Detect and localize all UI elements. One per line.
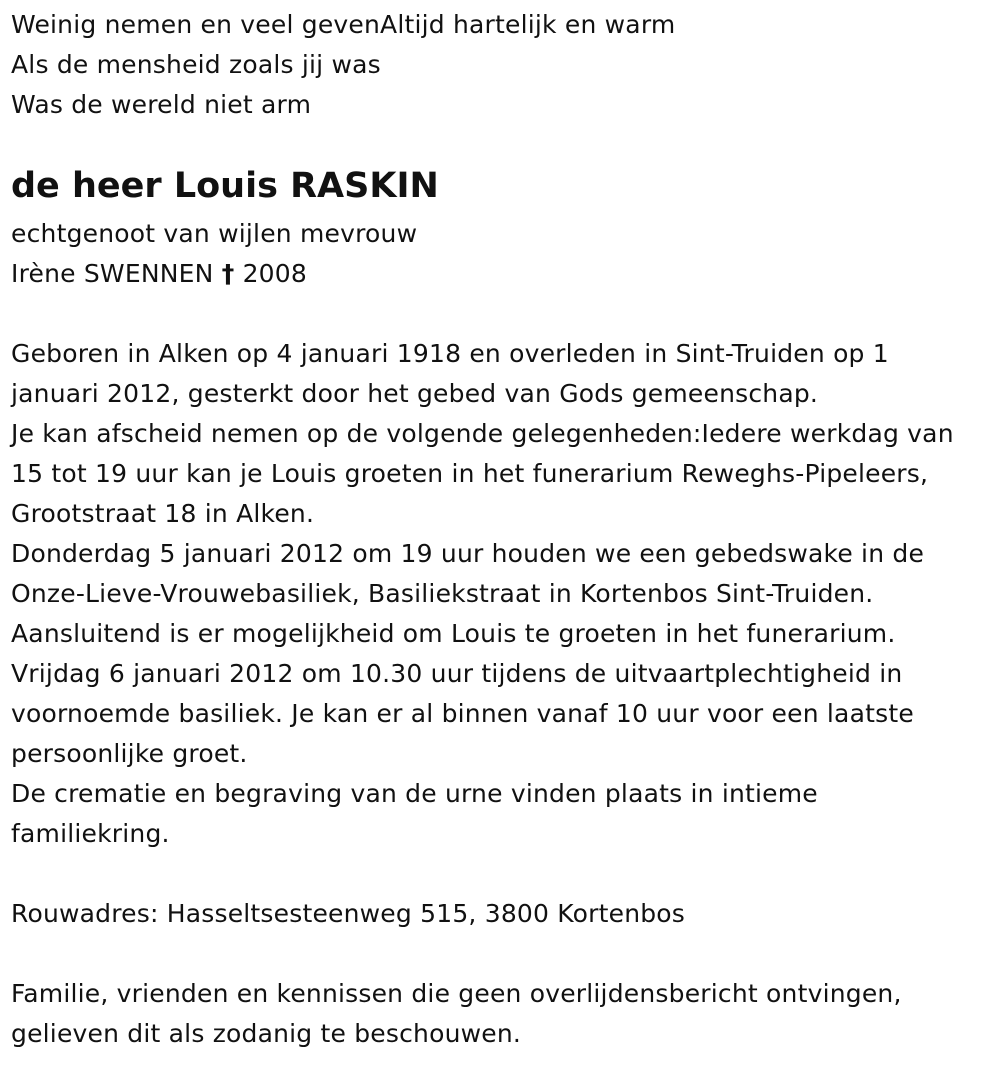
- poem-line: Was de wereld niet arm: [11, 90, 312, 119]
- body-line: Onze-Lieve-Vrouwebasiliek, Basiliekstraat in Kortenbos Sint-Truiden.: [11, 579, 874, 608]
- closing-line: gelieven dit als zodanig te beschouwen.: [11, 1019, 522, 1048]
- spouse-name: Irène SWENNEN: [11, 259, 214, 288]
- deceased-name: de heer Louis RASKIN: [11, 166, 439, 206]
- body-line: voornoemde basiliek. Je kan er al binnen vanaf 10 uur voor een laatste: [11, 699, 914, 728]
- body-line: familiekring.: [11, 819, 170, 848]
- body-line: Vrijdag 6 januari 2012 om 10.30 uur tijdens de uitvaartplechtigheid in: [11, 659, 903, 688]
- body-line: De crematie en begraving van de urne vinden plaats in intieme: [11, 779, 818, 808]
- body-line: Aansluitend is er mogelijkheid om Louis te groeten in het funerarium.: [11, 619, 896, 648]
- poem-line: Weinig nemen en veel gevenAltijd hartelijk en warm: [11, 10, 676, 39]
- mourning-address: Rouwadres: Hasseltsesteenweg 515, 3800 Kortenbos: [11, 899, 686, 928]
- closing-line: Familie, vrienden en kennissen die geen overlijdensbericht ontvingen,: [11, 979, 902, 1008]
- body-line: Donderdag 5 januari 2012 om 19 uur houden we een gebedswake in de: [11, 539, 925, 568]
- body-line: januari 2012, gesterkt door het gebed van Gods gemeenschap.: [11, 379, 819, 408]
- poem-line: Als de mensheid zoals jij was: [11, 50, 381, 79]
- body-line: 15 tot 19 uur kan je Louis groeten in het funerarium Reweghs-Pipeleers,: [11, 459, 929, 488]
- spouse-name-line: [11, 254, 307, 294]
- spouse-death-year: 2008: [242, 259, 307, 288]
- cross-icon: †: [221, 259, 235, 288]
- body-line: Geboren in Alken op 4 januari 1918 en overleden in Sint-Truiden op 1: [11, 339, 889, 368]
- body-line: persoonlijke groet.: [11, 739, 248, 768]
- spouse-line: echtgenoot van wijlen mevrouw: [11, 219, 418, 248]
- body-line: Grootstraat 18 in Alken.: [11, 499, 315, 528]
- body-line: Je kan afscheid nemen op de volgende gelegenheden:Iedere werkdag van: [11, 419, 954, 448]
